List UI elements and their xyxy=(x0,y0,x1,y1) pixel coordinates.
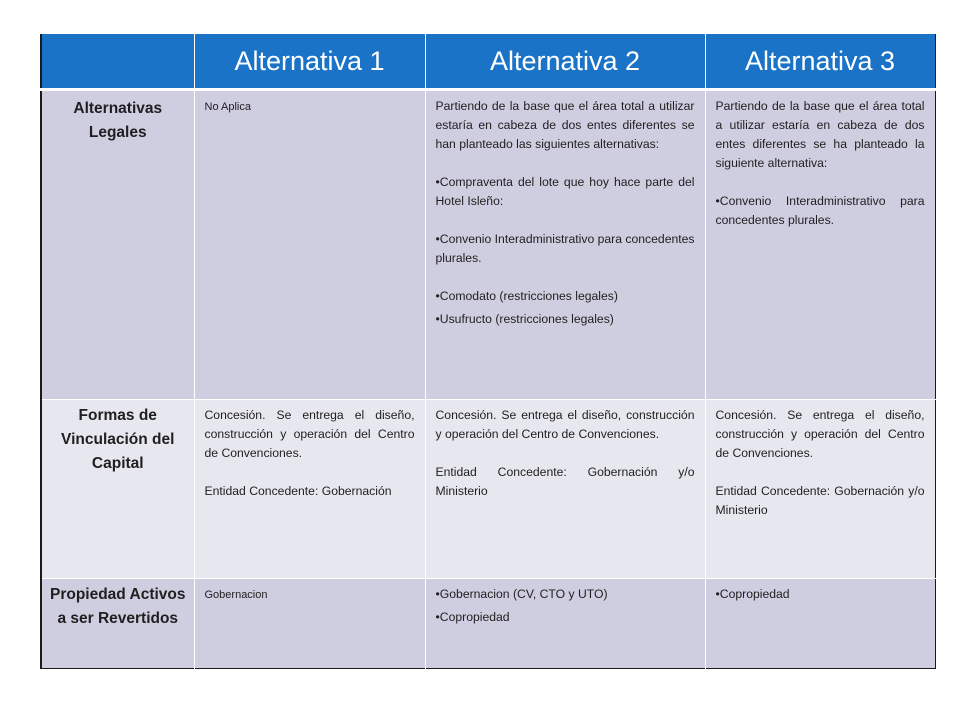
bullet-text: Compraventa del lote que hoy hace parte del Hotel Isleño: xyxy=(435,175,695,208)
alternatives-comparison-table xyxy=(40,34,936,669)
header-row xyxy=(41,34,935,90)
cell-vinculacion-alt1 xyxy=(194,400,425,579)
cell-paragraph: Entidad Concedente: Gobernación y/o Ministerio xyxy=(435,465,695,498)
cell-paragraph: Entidad Concedente: Gobernación xyxy=(204,484,392,498)
header-empty-cell xyxy=(41,34,194,90)
cell-paragraph: Concesión. Se entrega el diseño, construcción y operación del Centro de Convenciones. xyxy=(715,408,925,460)
bullet-text: Gobernacion (CV, CTO y UTO) xyxy=(439,587,608,601)
bullet-text: Convenio Interadministrativo para concedentes plurales. xyxy=(435,232,695,265)
row-formas-vinculacion xyxy=(41,400,935,579)
cell-propiedad-alt1 xyxy=(194,579,425,669)
cell-legales-alt2 xyxy=(425,90,705,400)
header-alternativa-2: Alternativa 2 xyxy=(425,34,705,90)
cell-legales-alt3 xyxy=(705,90,935,400)
bullet-item xyxy=(436,310,695,329)
bullet-text: Copropiedad xyxy=(439,610,510,624)
comparison-table-container xyxy=(40,34,934,669)
cell-paragraph: Concesión. Se entrega el diseño, construcción y operación del Centro de Convenciones. xyxy=(204,408,415,460)
row-label-propiedad: Propiedad Activos a ser Revertidos xyxy=(41,579,194,669)
cell-legales-alt1 xyxy=(194,90,425,400)
bullet-item xyxy=(436,173,695,211)
cell-paragraph: Concesión. Se entrega el diseño, construcción y operación del Centro de Convenciones. xyxy=(435,408,695,441)
bullet-text: Copropiedad xyxy=(719,587,790,601)
cell-propiedad-alt3 xyxy=(705,579,935,669)
header-alternativa-3: Alternativa 3 xyxy=(705,34,935,90)
row-propiedad-activos xyxy=(41,579,935,669)
bullet-item xyxy=(436,585,695,604)
row-alternativas-legales xyxy=(41,90,935,400)
bullet-text: Comodato (restricciones legales) xyxy=(439,289,618,303)
cell-text: Gobernacion xyxy=(204,589,268,601)
cell-paragraph: Partiendo de la base que el área total a utilizar estaría en cabeza de dos entes diferentes se han planteado las siguientes alternativas: xyxy=(435,99,695,151)
bullet-item xyxy=(436,608,695,627)
cell-vinculacion-alt3 xyxy=(705,400,935,579)
cell-paragraph: Entidad Concedente: Gobernación y/o Ministerio xyxy=(715,484,925,517)
bullet-item xyxy=(716,585,925,604)
row-label-vinculacion: Formas de Vinculación del Capital xyxy=(41,400,194,579)
cell-text: No Aplica xyxy=(204,101,251,113)
bullet-item xyxy=(716,192,925,230)
cell-paragraph: Partiendo de la base que el área total a utilizar estaría en cabeza de dos entes diferentes se ha planteado la siguiente alternativa: xyxy=(715,99,925,170)
bullet-text: Convenio Interadministrativo para concedentes plurales. xyxy=(715,194,925,227)
bullet-item xyxy=(436,230,695,268)
bullet-item xyxy=(436,287,695,306)
header-alternativa-1: Alternativa 1 xyxy=(194,34,425,90)
cell-propiedad-alt2 xyxy=(425,579,705,669)
cell-vinculacion-alt2 xyxy=(425,400,705,579)
row-label-legales: Alternativas Legales xyxy=(41,90,194,400)
bullet-text: Usufructo (restricciones legales) xyxy=(439,312,614,326)
